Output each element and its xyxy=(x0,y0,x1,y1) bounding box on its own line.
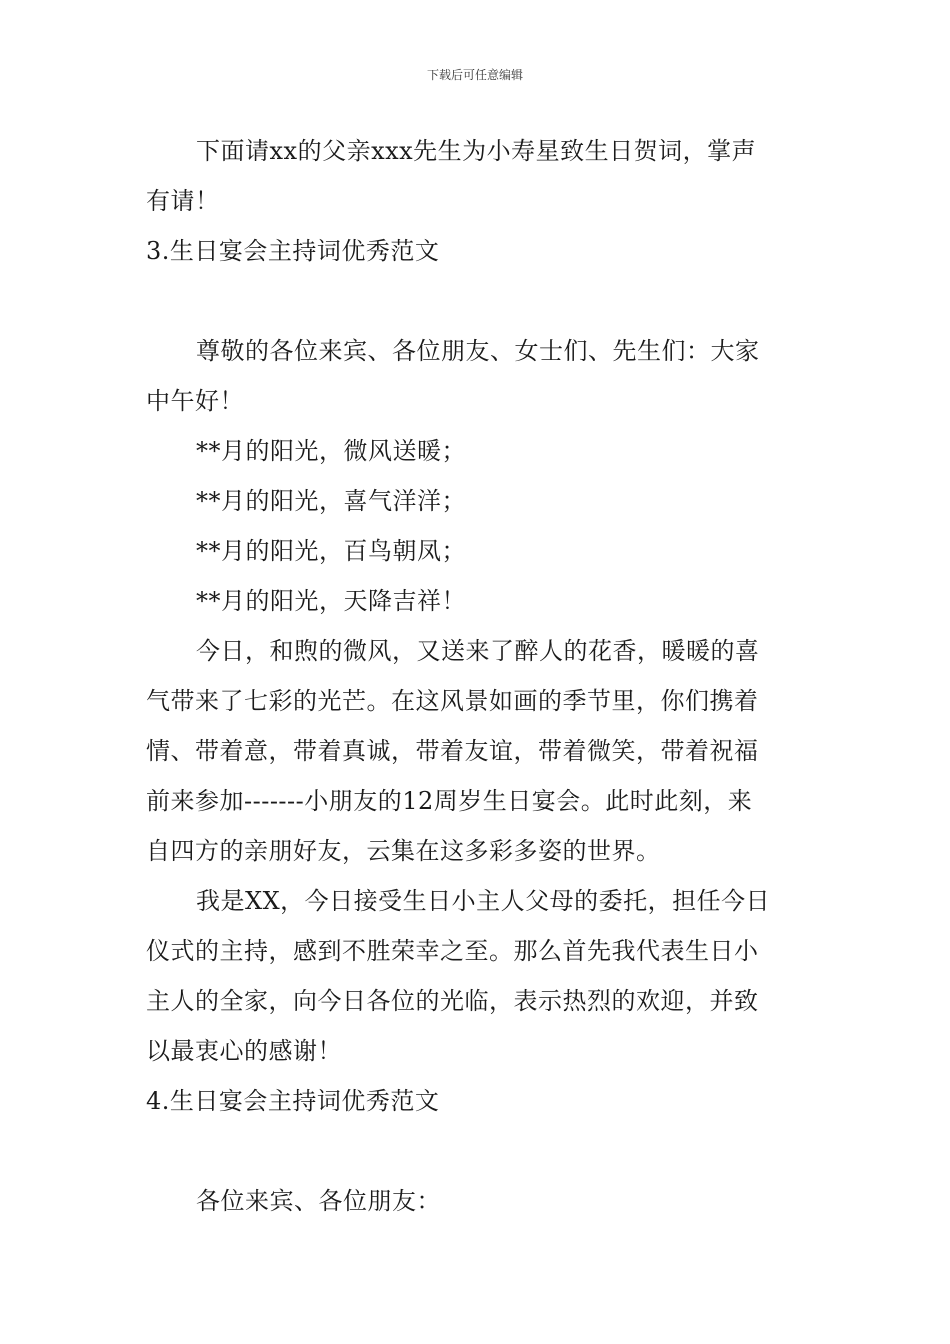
document-body xyxy=(146,126,806,1226)
paragraph-line: 今日，和煦的微风，又送来了醉人的花香，暖暖的喜 xyxy=(196,637,760,665)
paragraph-line: 下面请xx的父亲xxx先生为小寿星致生日贺词，掌声 xyxy=(196,137,757,165)
paragraph-line: 以最衷心的感谢！ xyxy=(146,1037,342,1065)
paragraph-line: **月的阳光，天降吉祥！ xyxy=(196,587,466,615)
paragraph-line: 中午好！ xyxy=(146,387,244,415)
paragraph-line: 前来参加-------小朋友的12周岁生日宴会。此时此刻，来 xyxy=(146,787,753,815)
paragraph-line: 各位来宾、各位朋友： xyxy=(196,1187,441,1215)
blank-line xyxy=(146,276,806,326)
paragraph-line: 尊敬的各位来宾、各位朋友、女士们、先生们：大家 xyxy=(196,337,760,365)
section-heading: 4.生日宴会主持词优秀范文 xyxy=(146,1087,440,1115)
section-heading: 3.生日宴会主持词优秀范文 xyxy=(146,237,440,265)
paragraph-line: 自四方的亲朋好友，云集在这多彩多姿的世界。 xyxy=(146,837,661,865)
paragraph-line: **月的阳光，百鸟朝凤； xyxy=(196,537,466,565)
paragraph-line: **月的阳光，微风送暖； xyxy=(196,437,466,465)
page-header: 下载后可任意编辑 xyxy=(426,68,523,82)
paragraph-line: 我是XX，今日接受生日小主人父母的委托，担任今日 xyxy=(196,887,771,915)
paragraph-line: **月的阳光，喜气洋洋； xyxy=(196,487,466,515)
paragraph-line: 气带来了七彩的光芒。在这风景如画的季节里，你们携着 xyxy=(146,687,759,715)
paragraph-line: 情、带着意，带着真诚，带着友谊，带着微笑，带着祝福 xyxy=(146,737,759,765)
paragraph-line: 主人的全家，向今日各位的光临，表示热烈的欢迎，并致 xyxy=(146,987,759,1015)
paragraph-line: 仪式的主持，感到不胜荣幸之至。那么首先我代表生日小 xyxy=(146,937,759,965)
paragraph-line: 有请！ xyxy=(146,187,220,215)
blank-line xyxy=(146,1126,806,1176)
